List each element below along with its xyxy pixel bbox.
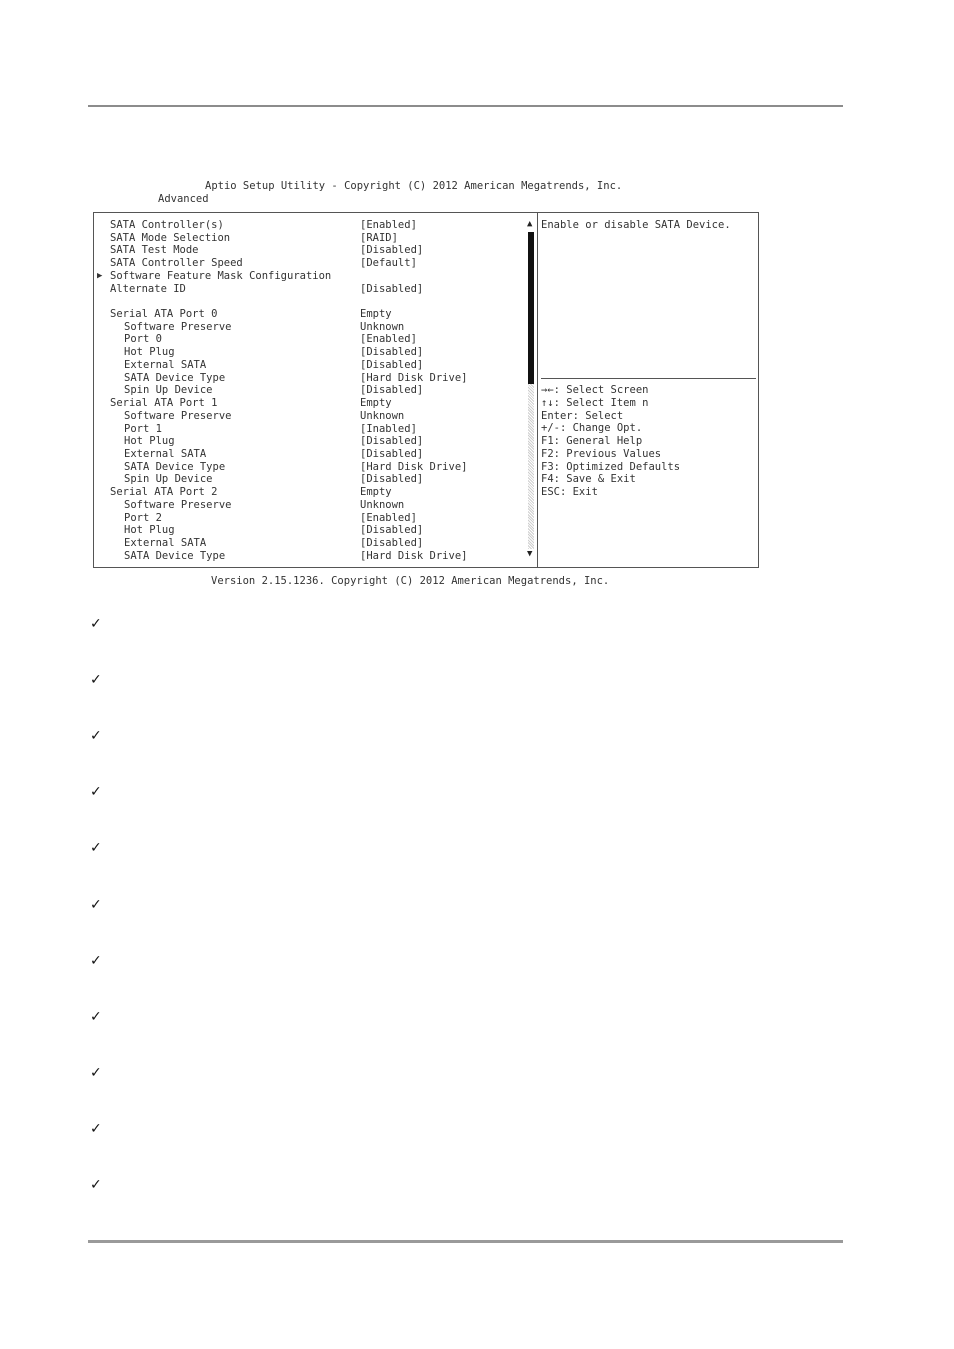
help-description: Enable or disable SATA Device. [541, 219, 731, 231]
setting-value[interactable]: [Disabled] [360, 473, 424, 486]
help-separator [541, 378, 756, 379]
setting-value[interactable]: [Disabled] [360, 358, 424, 371]
setting-label: External SATA [124, 537, 207, 549]
setting-value[interactable]: [Disabled] [360, 346, 424, 359]
setting-label: Port 1 [124, 422, 162, 435]
setting-label: Serial ATA Port 1 [110, 397, 218, 410]
setting-label: External SATA [124, 447, 207, 460]
checkmark-icon: ✓ [90, 952, 102, 969]
setting-value[interactable]: [Hard Disk Drive] [360, 460, 468, 473]
setting-value[interactable]: Unknown [360, 320, 405, 333]
setting-value[interactable]: [Disabled] [360, 435, 424, 448]
checkmark-icon: ✓ [90, 616, 102, 632]
version-footer: Version 2.15.1236. Copyright (C) 2012 American Megatrends, Inc. [211, 575, 610, 587]
checkmark-icon: ✓ [90, 1177, 102, 1193]
setting-label: Software Preserve [124, 498, 232, 511]
setting-value[interactable]: [Disabled] [360, 244, 424, 257]
setting-value[interactable]: [Disabled] [360, 282, 424, 295]
setting-value[interactable]: Unknown [360, 409, 405, 422]
setting-value[interactable]: [Enabled] [360, 219, 417, 231]
setting-label: SATA Device Type [124, 549, 226, 562]
checkmark-icon: ✓ [90, 1064, 102, 1081]
setting-value[interactable]: [Enabled] [360, 511, 417, 524]
checkmark-icon: ✓ [90, 896, 102, 913]
setting-value[interactable]: [Disabled] [360, 537, 424, 549]
key-hint: F2: Previous Values [541, 447, 662, 460]
setting-label: External SATA [124, 358, 207, 371]
checkmark-icon: ✓ [90, 1008, 102, 1025]
key-hint: →←: Select Screen [541, 384, 649, 396]
setting-label: Serial ATA Port 2 [110, 486, 218, 499]
setting-label: SATA Device Type [124, 371, 226, 384]
setting-label: Port 2 [124, 511, 162, 524]
setting-value[interactable]: [Inabled] [360, 422, 417, 435]
scroll-down-icon[interactable]: ▼ [527, 549, 533, 559]
checkmark-icon: ✓ [90, 1120, 102, 1137]
setting-label: SATA Mode Selection [110, 231, 231, 244]
submenu-arrow-icon: ▶ [97, 270, 103, 281]
key-hint: Enter: Select [541, 409, 624, 422]
setting-label: SATA Device Type [124, 460, 226, 473]
bottom-rule [88, 1240, 843, 1243]
scroll-up-icon[interactable]: ▲ [527, 219, 533, 229]
setting-label: Software Preserve [124, 320, 232, 333]
setting-value[interactable]: Unknown [360, 498, 405, 511]
key-hint: ↑↓: Select Item n [541, 396, 649, 409]
tab-advanced[interactable]: Advanced [158, 193, 209, 205]
scrollbar-thumb[interactable] [528, 232, 534, 384]
setting-value[interactable]: [Disabled] [360, 384, 424, 397]
setup-title: Aptio Setup Utility - Copyright (C) 2012 American Megatrends, Inc. [205, 180, 623, 192]
setting-label: SATA Controller(s) [110, 219, 224, 231]
setting-label: Spin Up Device [124, 384, 213, 397]
setting-label: Hot Plug [124, 524, 175, 537]
setting-value[interactable]: Empty [360, 486, 392, 499]
setting-label: Port 0 [124, 333, 162, 346]
setting-label: Serial ATA Port 0 [110, 308, 218, 321]
key-hint: F4: Save & Exit [541, 473, 636, 486]
setting-label: Alternate ID [110, 282, 186, 295]
panel-divider [537, 212, 538, 568]
checkmark-icon: ✓ [90, 784, 102, 801]
setting-value[interactable]: Empty [360, 308, 392, 321]
checkmark-icon: ✓ [90, 840, 102, 857]
key-hint: F1: General Help [541, 435, 643, 447]
setting-label: Software Preserve [124, 409, 232, 422]
checkmark-icon: ✓ [90, 728, 102, 745]
key-hint: +/-: Change Opt. [541, 422, 643, 435]
setting-label: Software Feature Mask Configuration [110, 269, 332, 282]
setting-value[interactable]: [Hard Disk Drive] [360, 549, 468, 562]
top-rule [88, 105, 843, 107]
setting-value[interactable]: [Disabled] [360, 524, 424, 537]
setting-label: Hot Plug [124, 435, 175, 448]
setting-value[interactable]: Empty [360, 397, 392, 410]
setting-label: SATA Controller Speed [110, 257, 243, 270]
setting-label: SATA Test Mode [110, 244, 199, 257]
setting-label: Hot Plug [124, 346, 175, 359]
setting-label: Spin Up Device [124, 473, 213, 486]
setting-value[interactable]: [Hard Disk Drive] [360, 371, 468, 384]
checkmark-icon: ✓ [90, 672, 102, 689]
setting-value[interactable]: [Default] [360, 257, 417, 270]
setting-value[interactable]: [RAID] [360, 231, 398, 244]
setting-value[interactable]: [Enabled] [360, 333, 417, 346]
setting-value[interactable]: [Disabled] [360, 447, 424, 460]
key-hint: ESC: Exit [541, 486, 598, 498]
key-hint: F3: Optimized Defaults [541, 460, 681, 473]
